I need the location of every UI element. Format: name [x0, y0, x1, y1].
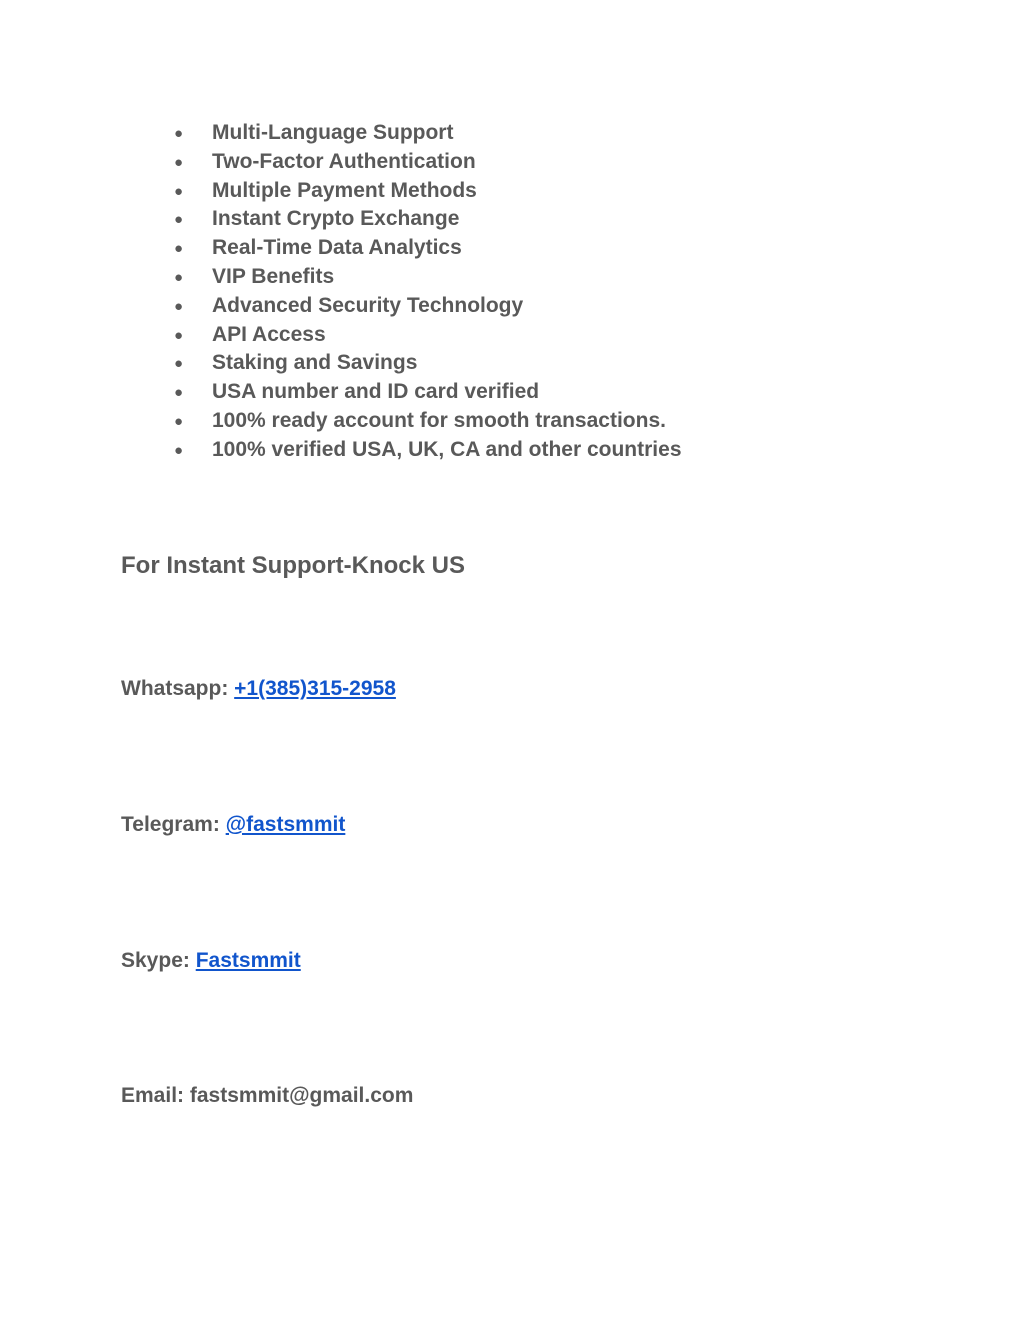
feature-list: [174, 118, 682, 464]
telegram-link[interactable]: @fastsmmit: [225, 813, 346, 836]
list-item: [174, 406, 682, 435]
feature-label: Two-Factor Authentication: [212, 149, 476, 173]
bullet-icon: ●: [174, 326, 184, 344]
whatsapp-contact: [121, 675, 396, 703]
list-item: [174, 262, 682, 291]
bullet-icon: ●: [174, 125, 184, 142]
skype-label: Skype:: [121, 949, 190, 972]
feature-label: Staking and Savings: [212, 351, 418, 375]
bullet-icon: ●: [174, 412, 184, 430]
bullet-icon: ●: [174, 268, 184, 286]
email-contact: [121, 1082, 413, 1110]
email-address: fastsmmit@gmail.com: [189, 1084, 414, 1107]
bullet-icon: ●: [174, 297, 184, 315]
bullet-icon: ●: [174, 182, 184, 200]
list-item: [174, 118, 682, 147]
support-heading: For Instant Support-Knock US: [121, 552, 465, 579]
list-item: [174, 176, 682, 205]
feature-label: Multi-Language Support: [212, 121, 454, 144]
feature-label: Instant Crypto Exchange: [212, 207, 460, 231]
whatsapp-link[interactable]: +1(385)315-2958: [234, 677, 396, 700]
list-item: [174, 435, 682, 464]
feature-label: 100% verified USA, UK, CA and other countries: [212, 437, 682, 461]
skype-contact: [121, 947, 301, 975]
bullet-icon: ●: [174, 240, 184, 258]
feature-label: VIP Benefits: [212, 264, 335, 288]
list-item: [174, 291, 682, 320]
feature-label: USA number and ID card verified: [212, 380, 540, 404]
bullet-icon: ●: [174, 211, 184, 229]
feature-label: Advanced Security Technology: [212, 293, 524, 317]
feature-label: Multiple Payment Methods: [212, 178, 477, 202]
list-item: [174, 147, 682, 176]
list-item: [174, 320, 682, 349]
feature-label: 100% ready account for smooth transactions.: [212, 408, 666, 432]
skype-link[interactable]: Fastsmmit: [195, 949, 301, 972]
list-item: [174, 377, 682, 406]
whatsapp-label: Whatsapp:: [121, 677, 229, 700]
bullet-icon: ●: [174, 153, 184, 171]
telegram-label: Telegram:: [121, 813, 220, 836]
email-label: Email:: [121, 1084, 185, 1107]
list-item: [174, 348, 682, 377]
feature-label: API Access: [212, 322, 326, 346]
list-item: [174, 233, 682, 262]
bullet-icon: ●: [174, 384, 184, 402]
bullet-icon: ●: [174, 441, 184, 459]
bullet-icon: ●: [174, 355, 184, 373]
telegram-contact: [121, 811, 345, 839]
list-item: [174, 204, 682, 233]
feature-label: Real-Time Data Analytics: [212, 236, 462, 260]
